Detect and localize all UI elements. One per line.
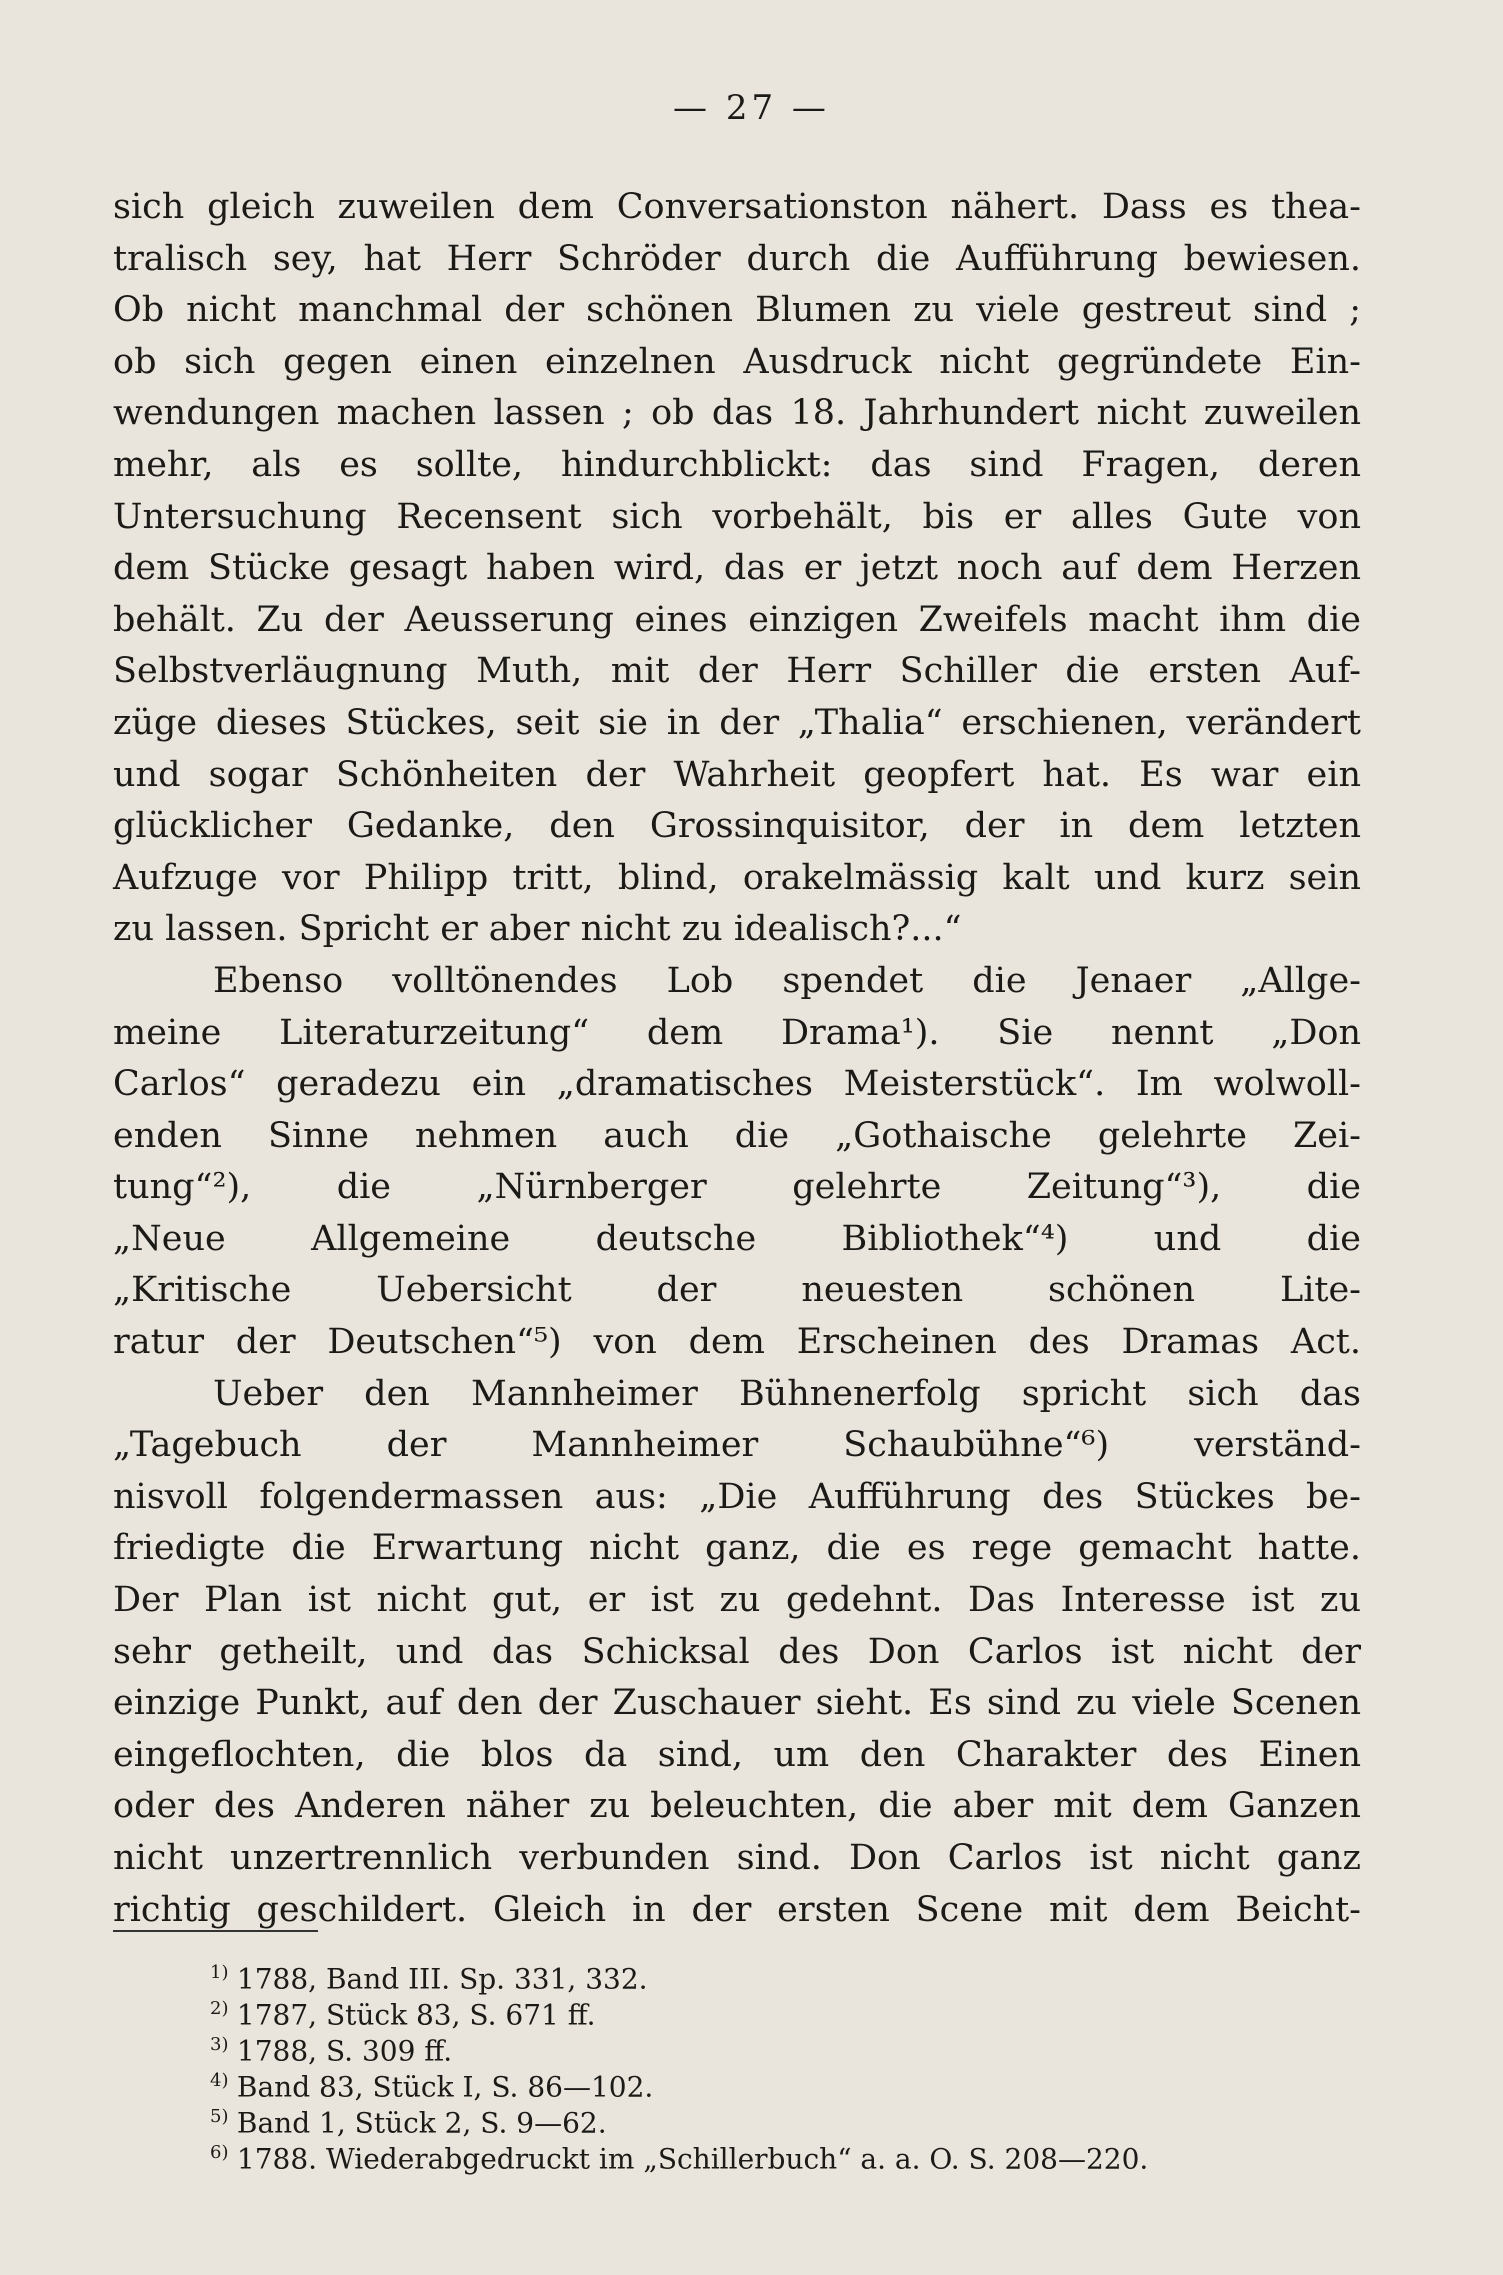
footnote <box>210 2099 1148 2140</box>
text-line: enden Sinne nehmen auch die „Gothaische gelehrte Zei- <box>113 1115 1361 1156</box>
body-text <box>113 182 1361 1936</box>
footnote-text: 1788, Band III. Sp. 331, 332. <box>236 1962 648 1996</box>
text-line: „Neue Allgemeine deutsche Bibliothek“⁴) und die <box>113 1218 1361 1259</box>
text-line: Carlos“ geradezu ein „dramatisches Meisterstück“. Im wolwoll- <box>113 1064 1361 1105</box>
footnotes <box>210 1955 1149 2176</box>
text-line: meine Literaturzeitung“ dem Drama¹). Sie nennt „Don <box>113 1012 1361 1053</box>
text-line: „Kritische Uebersicht der neuesten schönen Lite- <box>113 1270 1361 1311</box>
text-line: Untersuchung Recensent sich vorbehält, bis er alles Gute von <box>113 496 1361 537</box>
text-line: einzige Punkt, auf den der Zuschauer sieht. Es sind zu viele Scenen <box>113 1683 1361 1724</box>
footnote-mark: 5) <box>210 2106 229 2127</box>
text-line: ob sich gegen einen einzelnen Ausdruck nicht gegründete Ein- <box>113 341 1361 382</box>
text-line: eingeflochten, die blos da sind, um den Charakter des Einen <box>113 1734 1361 1775</box>
footnote-text: 1787, Stück 83, S. 671 ff. <box>236 1998 596 2032</box>
text-line: Ueber den Mannheimer Bühnenerfolg spricht sich das <box>213 1373 1361 1414</box>
text-line: nicht unzertrennlich verbunden sind. Don Carlos ist nicht ganz <box>113 1838 1361 1878</box>
text-line: sich gleich zuweilen dem Conversationston nähert. Dass es thea- <box>113 187 1361 227</box>
footnote-mark: 6) <box>210 2142 229 2163</box>
text-line: züge dieses Stückes, seit sie in der „Thalia“ erschienen, verändert <box>113 702 1361 743</box>
footnote-text: Band 83, Stück I, S. 86—102. <box>236 2070 654 2104</box>
text-line: richtig geschildert. Gleich in der ersten Scene mit dem Beicht- <box>113 1889 1361 1930</box>
text-line: dem Stücke gesagt haben wird, das er jetzt noch auf dem Herzen <box>113 548 1361 589</box>
page-number: — 27 — <box>673 88 830 128</box>
text-line: behält. Zu der Aeusserung eines einzigen Zweifels macht ihm die <box>113 599 1361 640</box>
footnote-text: 1788. Wiederabgedruckt im „Schillerbuch“ a. a. O. S. 208—220. <box>236 2142 1149 2176</box>
text-line: und sogar Schönheiten der Wahrheit geopfert hat. Es war ein <box>113 754 1361 795</box>
text-line: zu lassen. Spricht er aber nicht zu idealisch?...“ <box>113 909 962 950</box>
footnote <box>210 2135 1149 2176</box>
footnote-mark: 2) <box>210 1998 229 2019</box>
text-line: tralisch sey, hat Herr Schröder durch die Aufführung bewiesen. <box>113 238 1361 279</box>
footnote-text: 1788, S. 309 ff. <box>236 2034 453 2068</box>
text-line: Der Plan ist nicht gut, er ist zu gedehnt. Das Interesse ist zu <box>113 1580 1361 1621</box>
text-line: nisvoll folgendermassen aus: „Die Aufführung des Stückes be- <box>113 1476 1361 1517</box>
text-line: wendungen machen lassen ; ob das 18. Jahrhundert nicht zuweilen <box>113 393 1361 434</box>
text-line: mehr, als es sollte, hindurchblickt: das sind Fragen, deren <box>113 444 1361 485</box>
footnote-separator <box>113 1930 318 1932</box>
footnote-mark: 4) <box>210 2070 229 2091</box>
footnote-mark: 3) <box>210 2034 229 2055</box>
footnote <box>210 2027 1148 2068</box>
footnote <box>210 1991 1148 2032</box>
text-line: Ob nicht manchmal der schönen Blumen zu viele gestreut sind ; <box>113 290 1361 331</box>
text-line: friedigte die Erwartung nicht ganz, die es rege gemacht hatte. <box>113 1528 1361 1569</box>
text-line: tung“²), die „Nürnberger gelehrte Zeitung“³), die <box>113 1167 1361 1208</box>
footnote <box>210 2063 1148 2104</box>
text-line: sehr getheilt, und das Schicksal des Don Carlos ist nicht der <box>113 1631 1361 1672</box>
footnote-text: Band 1, Stück 2, S. 9—62. <box>236 2106 607 2140</box>
text-line: oder des Anderen näher zu beleuchten, die aber mit dem Ganzen <box>113 1786 1361 1827</box>
text-line: Aufzuge vor Philipp tritt, blind, orakelmässig kalt und kurz sein <box>113 857 1361 898</box>
text-line: Selbstverläugnung Muth, mit der Herr Schiller die ersten Auf- <box>113 651 1361 692</box>
text-line: Ebenso volltönendes Lob spendet die Jenaer „Allge- <box>213 960 1361 1001</box>
text-line: ratur der Deutschen“⁵) von dem Erscheinen des Dramas Act. <box>113 1322 1361 1363</box>
footnote <box>210 1955 1148 1996</box>
footnote-mark: 1) <box>210 1962 229 1983</box>
text-line: „Tagebuch der Mannheimer Schaubühne“⁶) verständ- <box>113 1425 1361 1466</box>
text-line: glücklicher Gedanke, den Grossinquisitor, der in dem letzten <box>113 806 1361 847</box>
